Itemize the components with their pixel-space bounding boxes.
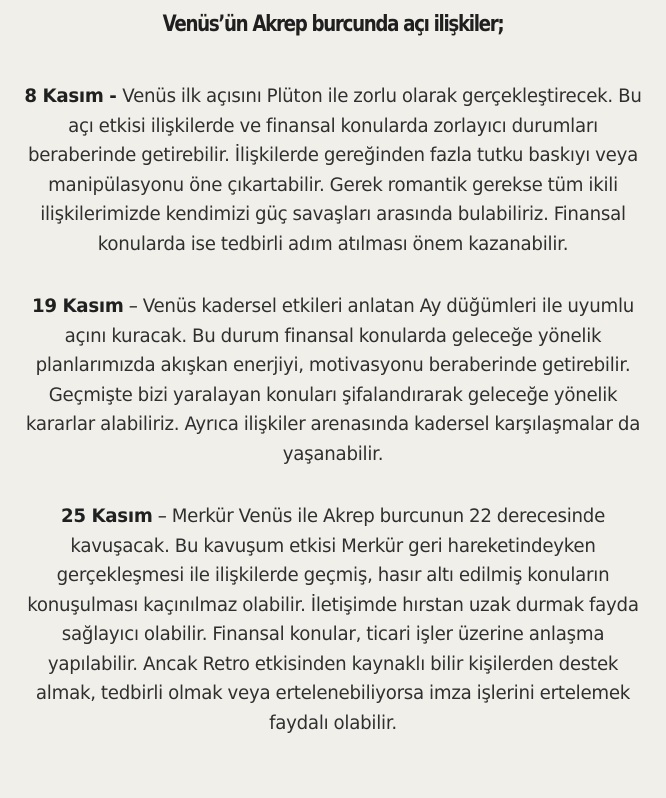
aspect-entry-november-25	[18, 502, 648, 738]
aspect-date: 19 Kasım	[31, 296, 124, 317]
aspect-separator: -	[103, 86, 123, 107]
venus-aspect-list	[18, 82, 648, 738]
aspect-description: Venüs ilk açısını Plüton ile zorlu olarak gerçekleştirecek. Bu açı etkisi ilişkilerde ve finansal konularda zorlayıcı durumları beraberinde getirebilir. İlişkilerde gereğinden fazla tutku baskıyı veya manipülasyonu öne çıkartabilir. Gerek romantik gerekse tüm ikili ilişkilerimizde kendimizi güç savaşları arasında bulabiliriz. Finansal konularda ise tedbirli adım atılması önem kazanabilir.	[27, 86, 642, 255]
aspect-date: 25 Kasım	[60, 506, 153, 527]
aspect-date: 8 Kasım	[24, 86, 104, 107]
aspect-description: Merkür Venüs ile Akrep burcunun 22 derecesinde kavuşacak. Bu kavuşum etkisi Merkür geri hareketindeyken gerçekleşmesi ile ilişkilerde geçmiş, hasır altı edilmiş konuların konuşulması kaçınılmaz olabilir. İletişimde hırstan uzak durmak fayda sağlayıcı olabilir. Finansal konular, ticari işler üzerine anlaşma yapılabilir. Ancak Retro etkisinden kaynaklı bilir kişilerden destek almak, tedbirli olmak veya ertelenebiliyorsa imza işlerini ertelemek faydalı olabilir.	[27, 506, 639, 734]
aspect-description: Venüs kadersel etkileri anlatan Ay düğümleri ile uyumlu açını kuracak. Bu durum finansal konularda geleceğe yönelik planlarımızda akışkan enerjiyi, motivasyonu beraberinde getirebilir. Geçmişte bizi yaralayan konuları şifalandırarak geleceğe yönelik kararlar alabiliriz. Ayrıca ilişkiler arenasında kadersel karşılaşmalar da yaşanabilir.	[25, 296, 641, 465]
aspect-entry-november-19	[18, 292, 648, 469]
aspect-separator: –	[123, 296, 143, 317]
document-title: Venüs’ün Akrep burcunda açı ilişkiler;	[162, 12, 504, 37]
aspect-separator: –	[152, 506, 172, 527]
aspect-entry-november-8	[18, 82, 648, 259]
